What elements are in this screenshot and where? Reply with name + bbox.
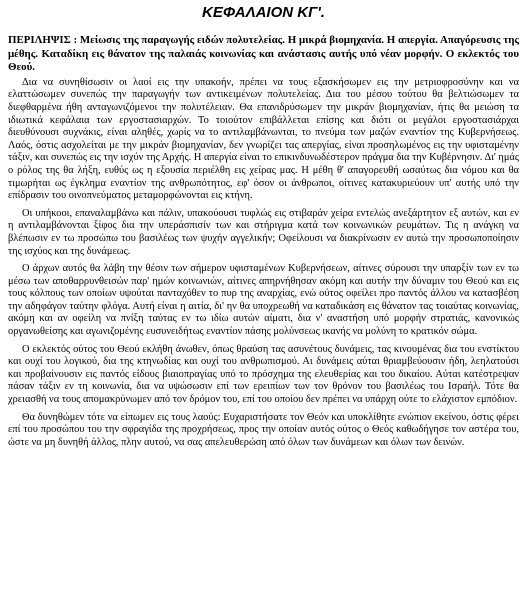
paragraph-1: Δια να συνηθίσωσιν οι λαοί εις την υπακοήν, πρέπει να τους εξασκήσωμεν εις την μετριοφροσύνην και να ελαττώσωμεν συνεπώς την παραγωγήν των αντικειμένων πολυτελείας. Δια του μέσου τούτου θα βελτιώσωμεν τα διεφθαρμένα ήθη ανταγωνιζόμενοι την πολυτέλειαν. Θα επανιδρύσωμεν την μικράν βιομηχανίαν, ήτις θα μειώση τα ιδιωτικά κεφάλαια των εργοστασιαρχών. Το τοιούτον επιβάλλεται επίσης και διότι οι μεγάλοι εργοστασιάρχαι διευθύνουσι συχνάκις, είναι αληθές, χωρίς να το αντιλαμβάνωνται, το πνεύμα των μαζών εναντίον της Κυβερνήσεως. Λαός, όστις ασχολείται με την μικράν βιομηχανίαν, δεν γνωρίζει τας απεργίας, είναι προσηλωμένος εις την υφισταμένην τάξιν, και συνεπώς εις την ισχύν της Αρχής. Η απεργία είναι το επικινδυνωδέστερον πράγμα δια την Κυβέρνησιν. Δι' ημάς ο ρόλος της θα λήξη, ευθύς ως η εξουσία περιέλθη εις χείρας μας. Η μέθη θ' απαγορευθή ωσαύτως δια νόμου και θα τιμωρήται ως έγκλημα εναντίον της ανθρωπότητος, εφ' όσον οι άνθρωποι, οίτινες κατακυριεύουν υπ' αυτής υπό την επίδρασιν του οινοπνεύματος μεταμορφώνονται εις κτήνη. — [8, 76, 519, 202]
paragraph-3: Ο άρχων αυτός θα λάβη την θέσιν των σήμερον υφισταμένων Κυβερνήσεων, αίτινες σύρουσι την υπαρξίν των εν τω μέσω των αποθαρρυνθεισών παρ' ημών κοινωνιών, αίτινες απηρνήθησαν ακόμη και αυτήν την δύναμιν του Θεού και εις τους κόλπους των οποίων υψούται πανταχόθεν το πυρ της αναρχίας, ενώ ούτος οφείλει προ παντός άλλου να κατασβέση την αδηφάγον ταύτην φλόγα. Αυτή είναι η αιτία, δι' ην θα υποχρεωθή να καταδικάση εις θάνατον τας τοιαύτας κοινωνίας, ακόμη και αν οφείλη να πνίξη ταύτας εν τω ιδίω αυτών αίματι, δια ν' αναστήση υπό μορφήν στρατιάς, κανονικώς οργανωθείσης και αγωνιζομένης ευσυνειδήτως εναντίον πάσης μολύνσεως ικανής να μολύνη το κρατικόν σώμα. — [8, 263, 519, 338]
chapter-summary: ΠΕΡΙΛΗΨΙΣ : Μείωσις της παραγωγής ειδών πολυτελείας. Η μικρά βιομηχανία. Η απεργία. Απαγόρευσις της μέθης. Καταδίκη εις θάνατον της παλαιάς κοινωνίας και ανάστασις αυτής υπό νέαν μορφήν. Ο εκλεκτός του Θεού. — [8, 34, 519, 74]
paragraph-5: Θα δυνηθώμεν τότε να είπωμεν εις τους λαούς: Ευχαριστήσατε τον Θεόν και υποκλίθητε ενώπιον εκείνου, όστις φέρει επί του προσώπου του την σφραγίδα της προχρήσεως, προς την οποίαν αυτός ούτος ο Θεός καθωδήγησε τον αστέρα του, ώστε να μη δυνηθή άλλος, πλην αυτού, να σας απελευθερώση από όλων των δυνάμεων και όλων των δεινών. — [8, 411, 519, 448]
chapter-title: ΚΕΦΑΛΑΙΟΝ ΚΓ'. — [202, 4, 325, 21]
paragraph-4: Ο εκλεκτός ούτος του Θεού εκλήθη άνωθεν, όπως θραύση τας ασυνέτους δυνάμεις, τας κινουμένας δια του ενστίκτου και ουχί του λογικού, δια της κτηνωδίας και ουχί του ανθρωπισμού. Αι δυνάμεις αύται θριαμβεύουσιν ήδη, λεηλατούσι και προβαίνουσιν εις παντός είδους βιαιοπραγίας υπό το πρόσχημα της ελευθερίας και του δικαίου. Αύται κατέστρεψαν πάσαν τάξιν εν τη κοινωνία, δια να υψώσωσιν επί των ερειπίων των τον θρόνον του βασιλέως του Ισραήλ. Τότε θα χρειασθή να τους απομακρύνωμεν από τον δρόμον του, επί του οποίου δεν πρέπει να υπάρχη ούτε το ελάχιστον εμπόδιον. — [8, 343, 519, 406]
paragraph-2: Οι υπήκοοι, επαναλαμβάνω και πάλιν, υπακούουσι τυφλώς εις στιβαράν χείρα εντελώς ανεξάρτητον εξ αυτών, και εν η αντιλαμβάνονται ξίφος δια την υπεράσπισίν των και στήριγμα κατά των κοινωνικών ρευμάτων. Τις η ανάγκη να βλέπωσιν εν τω προσώπω του βασιλέως των ψυχήν αγγελικήν; Οφείλουσι να διακρίνωσιν εν αυτώ την προσωποποίησιν της ισχύος και της δυνάμεως. — [8, 207, 519, 257]
